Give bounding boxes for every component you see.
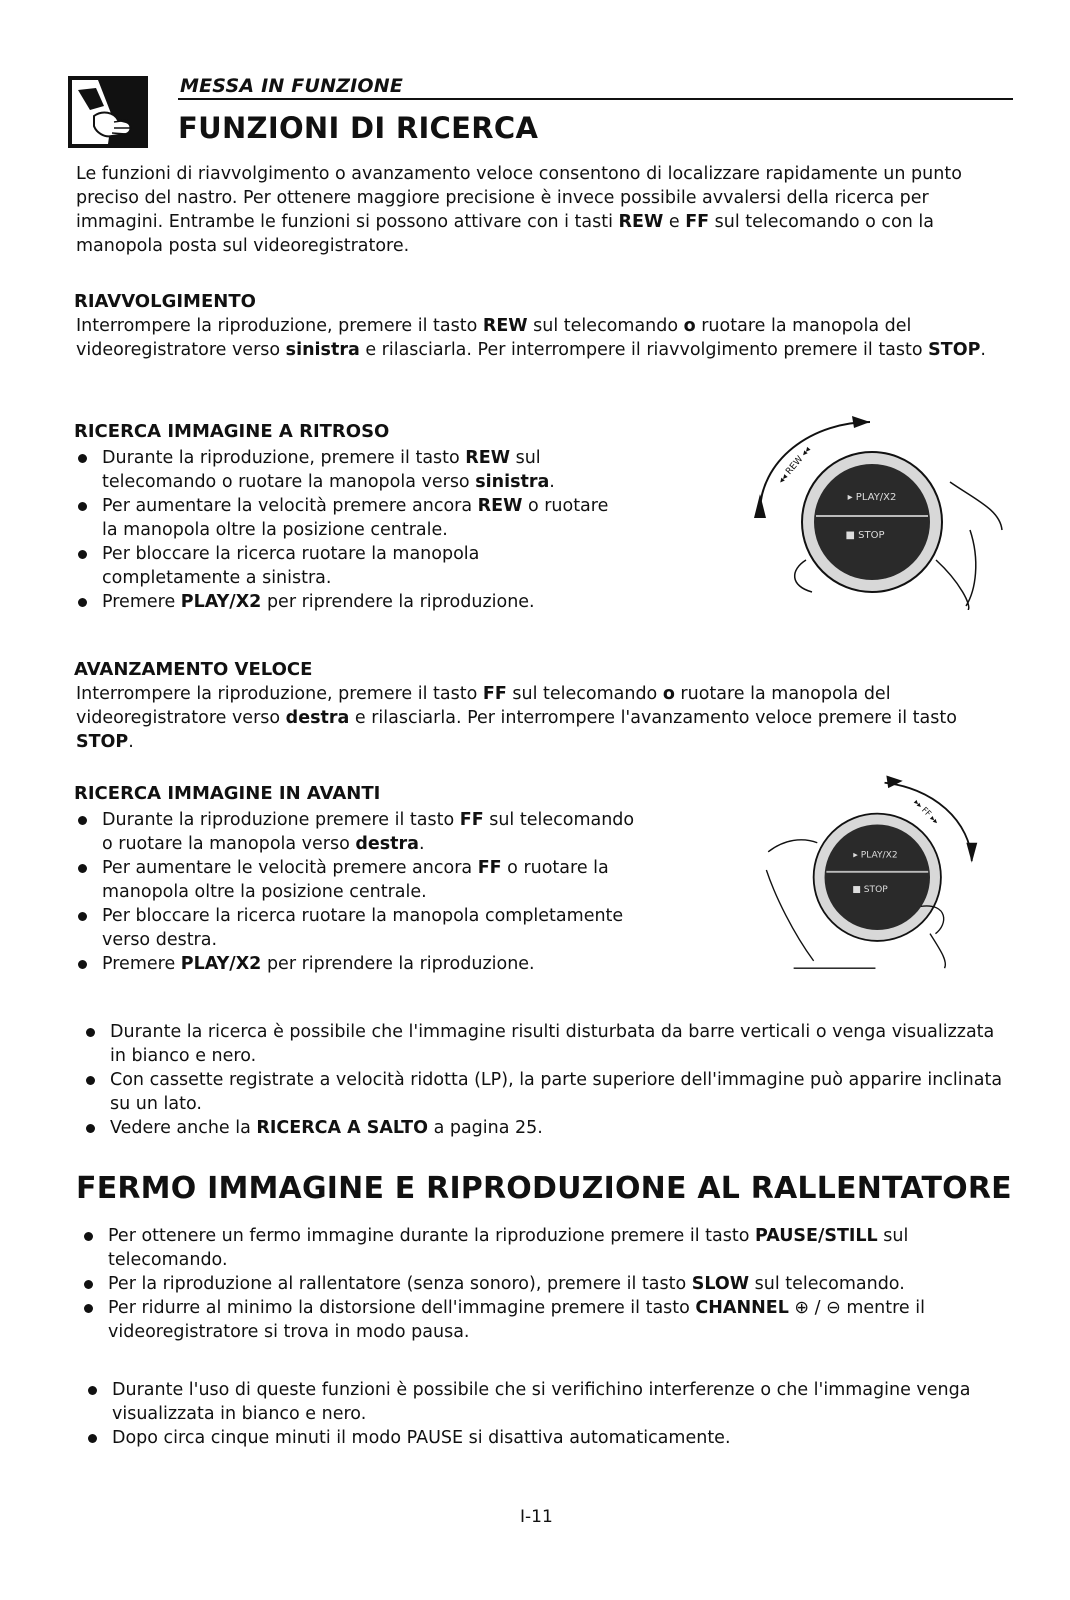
search-notes-list [84, 1020, 1014, 1140]
list-item: Per bloccare la ricerca ruotare la manopola completamente a sinistra. [76, 542, 616, 590]
list-item: Per ridurre al minimo la distorsione dell'immagine premere il tasto CHANNEL ⊕ / ⊖ mentre il videoregistratore si trova in modo pausa. [82, 1296, 1022, 1344]
list-item: Dopo circa cinque minuti il modo PAUSE si disattiva automaticamente. [86, 1426, 1016, 1450]
reverse-search-list [76, 446, 616, 614]
play-x2-label: ▸ PLAY/X2 [847, 492, 897, 503]
list-item: Per ottenere un fermo immagine durante la riproduzione premere il tasto PAUSE/STILL sul telecomando. [82, 1224, 1022, 1272]
list-item: Per aumentare la velocità premere ancora REW o ruotare la manopola oltre la posizione centrale. [76, 494, 616, 542]
stop-label: ■ STOP [845, 530, 885, 541]
hand-pointer-logo-icon [68, 76, 148, 148]
jog-dial-forward-illustration [745, 770, 1015, 970]
fast-forward-heading: AVANZAMENTO VELOCE [74, 659, 313, 680]
list-item: Premere PLAY/X2 per riprendere la riproduzione. [76, 952, 646, 976]
list-item: Durante la ricerca è possibile che l'immagine risulti disturbata da barre verticali o venga visualizzata in bianco e nero. [84, 1020, 1014, 1068]
header-rule [178, 98, 1013, 100]
rew-label: ◂◂ REW ◂◂ [776, 445, 813, 486]
still-slow-title: FERMO IMMAGINE E RIPRODUZIONE AL RALLENTATORE [76, 1171, 1012, 1206]
list-item: Per la riproduzione al rallentatore (senza sonoro), premere il tasto SLOW sul telecomando. [82, 1272, 1022, 1296]
jog-dial-rewind-illustration [740, 410, 1010, 610]
forward-search-list [76, 808, 646, 976]
forward-search-heading: RICERCA IMMAGINE IN AVANTI [74, 783, 381, 804]
list-item: Vedere anche la RICERCA A SALTO a pagina 25. [84, 1116, 1014, 1140]
play-x2-label: ▸ PLAY/X2 [853, 850, 898, 861]
list-item: Durante l'uso di queste funzioni è possibile che si verifichino interferenze o che l'immagine venga visualizzata in bianco e nero. [86, 1378, 1016, 1426]
list-item: Con cassette registrate a velocità ridotta (LP), la parte superiore dell'immagine può apparire inclinata su un lato. [84, 1068, 1014, 1116]
still-slow-notes-list [86, 1378, 1016, 1450]
stop-label: ■ STOP [852, 884, 888, 895]
reverse-search-heading: RICERCA IMMAGINE A RITROSO [74, 421, 390, 442]
list-item: Durante la riproduzione, premere il tasto REW sul telecomando o ruotare la manopola verso sinistra. [76, 446, 616, 494]
rewind-heading: RIAVVOLGIMENTO [74, 291, 256, 312]
page-number: I-11 [520, 1507, 553, 1527]
rewind-paragraph: Interrompere la riproduzione, premere il tasto REW sul telecomando o ruotare la manopola del videoregistratore verso sinistra e rilasciarla. Per interrompere il riavvolgimento premere il tasto STOP. [76, 316, 986, 360]
intro-paragraph: Le funzioni di riavvolgimento o avanzamento veloce consentono di localizzare rapidamente un punto preciso del nastro. Per ottenere maggiore precisione è invece possibile avvalersi della ricerca per immagini. Entrambe le funzioni si possono attivare con i tasti REW e FF sul telecomando o con la manopola posta sul videoregistratore. [76, 164, 962, 256]
list-item: Premere PLAY/X2 per riprendere la riproduzione. [76, 590, 616, 614]
page-title: FUNZIONI DI RICERCA [178, 111, 539, 145]
ff-label: ▸▸ FF ▸▸ [912, 797, 942, 827]
fast-forward-paragraph: Interrompere la riproduzione, premere il tasto FF sul telecomando o ruotare la manopola del videoregistratore verso destra e rilasciarla. Per interrompere l'avanzamento veloce premere il tasto STOP. [76, 684, 957, 752]
section-label: MESSA IN FUNZIONE [180, 75, 404, 97]
list-item: Per bloccare la ricerca ruotare la manopola completamente verso destra. [76, 904, 646, 952]
list-item: Per aumentare le velocità premere ancora FF o ruotare la manopola oltre la posizione centrale. [76, 856, 646, 904]
still-slow-list [82, 1224, 1022, 1344]
list-item: Durante la riproduzione premere il tasto FF sul telecomando o ruotare la manopola verso destra. [76, 808, 646, 856]
